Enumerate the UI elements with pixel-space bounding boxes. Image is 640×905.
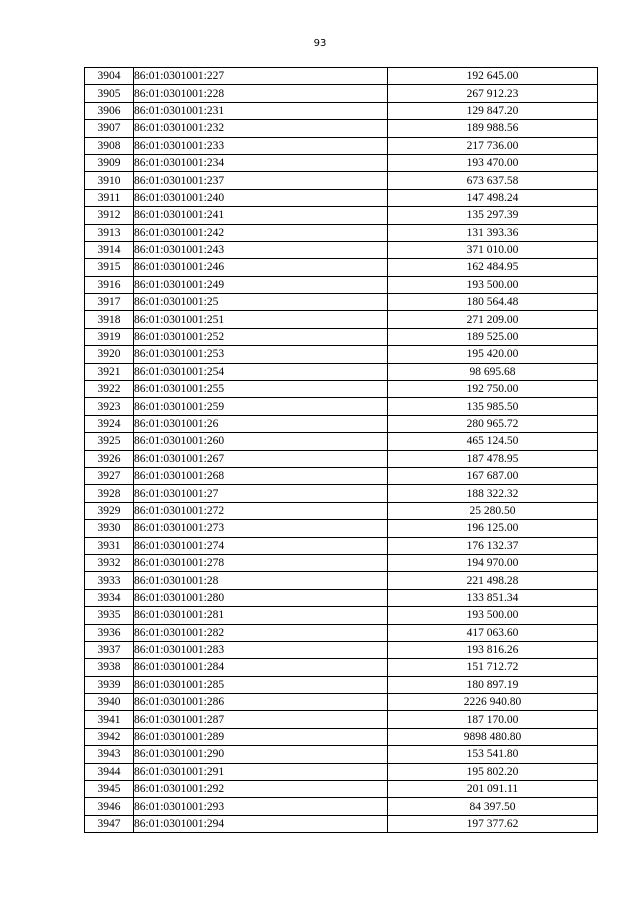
table-row bbox=[85, 798, 598, 815]
table-row bbox=[85, 815, 598, 832]
cadastral-number: 86:01:0301001:286 bbox=[134, 694, 388, 711]
cadastral-number: 86:01:0301001:227 bbox=[134, 68, 388, 85]
cadastral-value: 84 397.50 bbox=[388, 798, 598, 815]
cadastral-value: 193 470.00 bbox=[388, 154, 598, 171]
row-number: 3930 bbox=[85, 520, 134, 537]
cadastral-value: 129 847.20 bbox=[388, 102, 598, 119]
row-number: 3932 bbox=[85, 554, 134, 571]
table-row bbox=[85, 68, 598, 85]
cadastral-value: 201 091.11 bbox=[388, 781, 598, 798]
cadastral-value: 147 498.24 bbox=[388, 189, 598, 206]
row-number: 3941 bbox=[85, 711, 134, 728]
table-row bbox=[85, 85, 598, 102]
row-number: 3918 bbox=[85, 311, 134, 328]
row-number: 3924 bbox=[85, 415, 134, 432]
row-number: 3912 bbox=[85, 207, 134, 224]
cadastral-value: 153 541.80 bbox=[388, 746, 598, 763]
cadastral-number: 86:01:0301001:254 bbox=[134, 363, 388, 380]
cadastral-value: 131 393.36 bbox=[388, 224, 598, 241]
table-row bbox=[85, 137, 598, 154]
cadastral-number: 86:01:0301001:267 bbox=[134, 450, 388, 467]
table-row bbox=[85, 467, 598, 484]
cadastral-value: 193 500.00 bbox=[388, 276, 598, 293]
table-row bbox=[85, 676, 598, 693]
cadastral-number: 86:01:0301001:287 bbox=[134, 711, 388, 728]
row-number: 3934 bbox=[85, 589, 134, 606]
cadastral-number: 86:01:0301001:252 bbox=[134, 328, 388, 345]
cadastral-value: 280 965.72 bbox=[388, 415, 598, 432]
page-number: 93 bbox=[313, 38, 327, 49]
row-number: 3931 bbox=[85, 537, 134, 554]
row-number: 3920 bbox=[85, 346, 134, 363]
cadastral-value: 167 687.00 bbox=[388, 467, 598, 484]
table-row bbox=[85, 659, 598, 676]
table-row bbox=[85, 728, 598, 745]
table-row bbox=[85, 711, 598, 728]
cadastral-value: 9898 480.80 bbox=[388, 728, 598, 745]
cadastral-number: 86:01:0301001:28 bbox=[134, 572, 388, 589]
cadastral-value: 193 500.00 bbox=[388, 607, 598, 624]
cadastral-value: 192 645.00 bbox=[388, 68, 598, 85]
cadastral-number: 86:01:0301001:233 bbox=[134, 137, 388, 154]
cadastral-value: 135 297.39 bbox=[388, 207, 598, 224]
cadastral-number: 86:01:0301001:282 bbox=[134, 624, 388, 641]
table-row bbox=[85, 450, 598, 467]
cadastral-number: 86:01:0301001:278 bbox=[134, 554, 388, 571]
row-number: 3947 bbox=[85, 815, 134, 832]
cadastral-number: 86:01:0301001:260 bbox=[134, 433, 388, 450]
table-row bbox=[85, 746, 598, 763]
cadastral-number: 86:01:0301001:290 bbox=[134, 746, 388, 763]
cadastral-number: 86:01:0301001:237 bbox=[134, 172, 388, 189]
row-number: 3916 bbox=[85, 276, 134, 293]
cadastral-value: 195 802.20 bbox=[388, 763, 598, 780]
row-number: 3925 bbox=[85, 433, 134, 450]
cadastral-value: 197 377.62 bbox=[388, 815, 598, 832]
cadastral-value: 267 912.23 bbox=[388, 85, 598, 102]
row-number: 3908 bbox=[85, 137, 134, 154]
cadastral-number: 86:01:0301001:292 bbox=[134, 781, 388, 798]
cadastral-number: 86:01:0301001:231 bbox=[134, 102, 388, 119]
table-row bbox=[85, 589, 598, 606]
table-row bbox=[85, 624, 598, 641]
cadastral-value: 151 712.72 bbox=[388, 659, 598, 676]
row-number: 3940 bbox=[85, 694, 134, 711]
cadastral-number: 86:01:0301001:274 bbox=[134, 537, 388, 554]
row-number: 3933 bbox=[85, 572, 134, 589]
table-row bbox=[85, 328, 598, 345]
row-number: 3913 bbox=[85, 224, 134, 241]
cadastral-number: 86:01:0301001:268 bbox=[134, 467, 388, 484]
table-row bbox=[85, 259, 598, 276]
cadastral-number: 86:01:0301001:273 bbox=[134, 520, 388, 537]
cadastral-number: 86:01:0301001:26 bbox=[134, 415, 388, 432]
table-row bbox=[85, 346, 598, 363]
cadastral-value: 192 750.00 bbox=[388, 381, 598, 398]
cadastral-number: 86:01:0301001:240 bbox=[134, 189, 388, 206]
table-row bbox=[85, 537, 598, 554]
table-row bbox=[85, 189, 598, 206]
cadastral-value: 221 498.28 bbox=[388, 572, 598, 589]
row-number: 3939 bbox=[85, 676, 134, 693]
row-number: 3906 bbox=[85, 102, 134, 119]
table-row bbox=[85, 294, 598, 311]
cadastral-number: 86:01:0301001:284 bbox=[134, 659, 388, 676]
cadastral-number: 86:01:0301001:249 bbox=[134, 276, 388, 293]
cadastral-value: 98 695.68 bbox=[388, 363, 598, 380]
cadastral-number: 86:01:0301001:272 bbox=[134, 502, 388, 519]
row-number: 3917 bbox=[85, 294, 134, 311]
row-number: 3944 bbox=[85, 763, 134, 780]
table-row bbox=[85, 554, 598, 571]
cadastral-number: 86:01:0301001:280 bbox=[134, 589, 388, 606]
cadastral-value: 176 132.37 bbox=[388, 537, 598, 554]
cadastral-value: 180 564.48 bbox=[388, 294, 598, 311]
table-row bbox=[85, 120, 598, 137]
cadastral-value: 196 125.00 bbox=[388, 520, 598, 537]
cadastral-number: 86:01:0301001:291 bbox=[134, 763, 388, 780]
table-body bbox=[85, 68, 598, 833]
row-number: 3942 bbox=[85, 728, 134, 745]
table-row bbox=[85, 572, 598, 589]
cadastral-number: 86:01:0301001:285 bbox=[134, 676, 388, 693]
table-row bbox=[85, 311, 598, 328]
row-number: 3909 bbox=[85, 154, 134, 171]
row-number: 3907 bbox=[85, 120, 134, 137]
cadastral-number: 86:01:0301001:283 bbox=[134, 641, 388, 658]
cadastral-value: 25 280.50 bbox=[388, 502, 598, 519]
table-row bbox=[85, 276, 598, 293]
cadastral-value-table bbox=[84, 67, 598, 833]
row-number: 3911 bbox=[85, 189, 134, 206]
row-number: 3929 bbox=[85, 502, 134, 519]
row-number: 3935 bbox=[85, 607, 134, 624]
cadastral-value: 193 816.26 bbox=[388, 641, 598, 658]
row-number: 3904 bbox=[85, 68, 134, 85]
cadastral-number: 86:01:0301001:243 bbox=[134, 241, 388, 258]
table-row bbox=[85, 607, 598, 624]
cadastral-value: 162 484.95 bbox=[388, 259, 598, 276]
row-number: 3946 bbox=[85, 798, 134, 815]
cadastral-value: 135 985.50 bbox=[388, 398, 598, 415]
cadastral-value: 187 478.95 bbox=[388, 450, 598, 467]
cadastral-value: 271 209.00 bbox=[388, 311, 598, 328]
cadastral-value: 465 124.50 bbox=[388, 433, 598, 450]
cadastral-value: 189 988.56 bbox=[388, 120, 598, 137]
row-number: 3915 bbox=[85, 259, 134, 276]
cadastral-value: 188 322.32 bbox=[388, 485, 598, 502]
row-number: 3937 bbox=[85, 641, 134, 658]
row-number: 3938 bbox=[85, 659, 134, 676]
cadastral-number: 86:01:0301001:242 bbox=[134, 224, 388, 241]
row-number: 3923 bbox=[85, 398, 134, 415]
row-number: 3936 bbox=[85, 624, 134, 641]
table-row bbox=[85, 485, 598, 502]
table-row bbox=[85, 433, 598, 450]
cadastral-value: 189 525.00 bbox=[388, 328, 598, 345]
cadastral-number: 86:01:0301001:232 bbox=[134, 120, 388, 137]
row-number: 3945 bbox=[85, 781, 134, 798]
table-row bbox=[85, 241, 598, 258]
cadastral-number: 86:01:0301001:27 bbox=[134, 485, 388, 502]
cadastral-value: 133 851.34 bbox=[388, 589, 598, 606]
table-row bbox=[85, 154, 598, 171]
table-row bbox=[85, 502, 598, 519]
table-row bbox=[85, 172, 598, 189]
row-number: 3927 bbox=[85, 467, 134, 484]
cadastral-value: 194 970.00 bbox=[388, 554, 598, 571]
table-row bbox=[85, 102, 598, 119]
cadastral-number: 86:01:0301001:246 bbox=[134, 259, 388, 276]
table-row bbox=[85, 363, 598, 380]
cadastral-number: 86:01:0301001:228 bbox=[134, 85, 388, 102]
table-row bbox=[85, 781, 598, 798]
table-row bbox=[85, 763, 598, 780]
cadastral-number: 86:01:0301001:293 bbox=[134, 798, 388, 815]
table-row bbox=[85, 381, 598, 398]
cadastral-number: 86:01:0301001:234 bbox=[134, 154, 388, 171]
row-number: 3905 bbox=[85, 85, 134, 102]
cadastral-value: 417 063.60 bbox=[388, 624, 598, 641]
cadastral-value: 371 010.00 bbox=[388, 241, 598, 258]
cadastral-number: 86:01:0301001:25 bbox=[134, 294, 388, 311]
table-row bbox=[85, 207, 598, 224]
cadastral-value: 2226 940.80 bbox=[388, 694, 598, 711]
row-number: 3926 bbox=[85, 450, 134, 467]
table-row bbox=[85, 641, 598, 658]
cadastral-value: 180 897.19 bbox=[388, 676, 598, 693]
table-row bbox=[85, 694, 598, 711]
table-row bbox=[85, 415, 598, 432]
row-number: 3919 bbox=[85, 328, 134, 345]
row-number: 3928 bbox=[85, 485, 134, 502]
row-number: 3922 bbox=[85, 381, 134, 398]
cadastral-value: 673 637.58 bbox=[388, 172, 598, 189]
cadastral-number: 86:01:0301001:294 bbox=[134, 815, 388, 832]
table-row bbox=[85, 520, 598, 537]
table-row bbox=[85, 224, 598, 241]
row-number: 3910 bbox=[85, 172, 134, 189]
cadastral-number: 86:01:0301001:289 bbox=[134, 728, 388, 745]
row-number: 3914 bbox=[85, 241, 134, 258]
cadastral-number: 86:01:0301001:241 bbox=[134, 207, 388, 224]
cadastral-value: 195 420.00 bbox=[388, 346, 598, 363]
cadastral-number: 86:01:0301001:281 bbox=[134, 607, 388, 624]
cadastral-number: 86:01:0301001:259 bbox=[134, 398, 388, 415]
cadastral-value: 187 170.00 bbox=[388, 711, 598, 728]
cadastral-number: 86:01:0301001:251 bbox=[134, 311, 388, 328]
cadastral-number: 86:01:0301001:255 bbox=[134, 381, 388, 398]
row-number: 3921 bbox=[85, 363, 134, 380]
row-number: 3943 bbox=[85, 746, 134, 763]
table-row bbox=[85, 398, 598, 415]
cadastral-value: 217 736.00 bbox=[388, 137, 598, 154]
cadastral-number: 86:01:0301001:253 bbox=[134, 346, 388, 363]
